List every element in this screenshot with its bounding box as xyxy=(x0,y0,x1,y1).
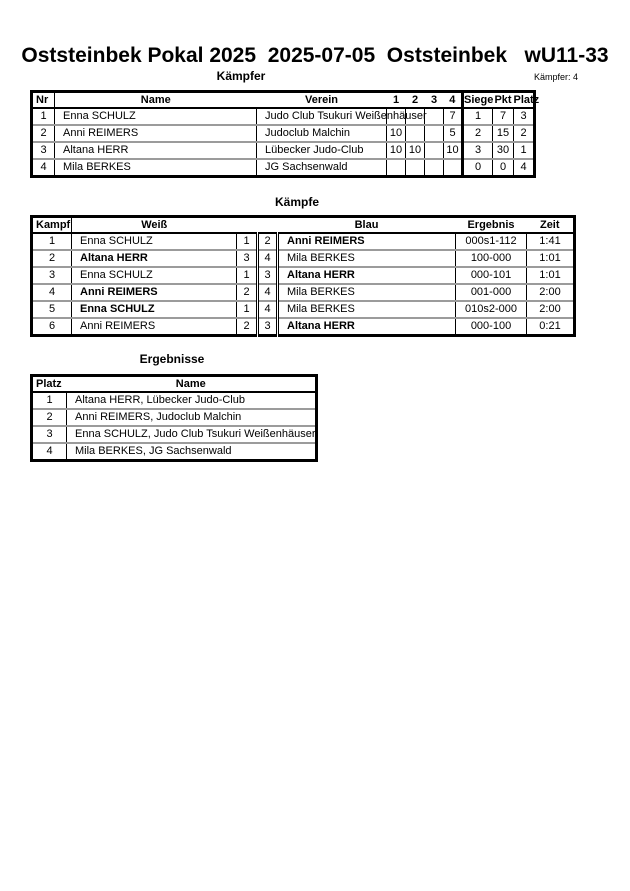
col-header-round3: 3 xyxy=(425,92,444,109)
fighter-name: Mila BERKES xyxy=(55,159,257,177)
blue-fighter-name: Mila BERKES xyxy=(278,250,456,267)
result-name: Mila BERKES, JG Sachsenwald xyxy=(67,443,317,461)
fighter-siege: 1 xyxy=(463,108,493,125)
fighter-round4: 10 xyxy=(444,142,463,159)
fighter-round2 xyxy=(406,125,425,142)
table-row xyxy=(32,159,535,177)
match-result: 000-101 xyxy=(456,267,527,284)
table-row xyxy=(32,409,317,426)
match-result: 001-000 xyxy=(456,284,527,301)
blue-fighter-name: Mila BERKES xyxy=(278,301,456,318)
white-fighter-nr: 1 xyxy=(237,233,258,250)
blue-fighter-name: Mila BERKES xyxy=(278,284,456,301)
fighter-platz: 3 xyxy=(514,108,535,125)
white-fighter-name: Enna SCHULZ xyxy=(72,301,237,318)
col-header-pkt: Pkt xyxy=(493,92,514,109)
white-fighter-nr: 2 xyxy=(237,318,258,336)
fighter-round1 xyxy=(387,159,406,177)
blue-fighter-nr: 4 xyxy=(258,301,278,318)
col-header-kampf: Kampf xyxy=(32,217,72,234)
col-header-round4: 4 xyxy=(444,92,463,109)
fighter-name: Enna SCHULZ xyxy=(55,108,257,125)
results-table xyxy=(30,374,318,462)
blue-fighter-nr: 2 xyxy=(258,233,278,250)
fighter-pkt: 15 xyxy=(493,125,514,142)
col-header-zeit: Zeit xyxy=(527,217,575,234)
result-name: Anni REIMERS, Judoclub Malchin xyxy=(67,409,317,426)
results-section-title: Ergebnisse xyxy=(139,352,205,366)
match-time: 1:41 xyxy=(527,233,575,250)
table-row xyxy=(32,426,317,443)
fighter-siege: 2 xyxy=(463,125,493,142)
match-result: 000s1-112 xyxy=(456,233,527,250)
match-result: 000-100 xyxy=(456,318,527,336)
match-number: 2 xyxy=(32,250,72,267)
blue-fighter-nr: 3 xyxy=(258,318,278,336)
table-row xyxy=(32,108,535,125)
fighter-round3 xyxy=(425,159,444,177)
match-time: 2:00 xyxy=(527,284,575,301)
white-fighter-name: Altana HERR xyxy=(72,250,237,267)
fighter-club: JG Sachsenwald xyxy=(257,159,387,177)
blue-fighter-name: Altana HERR xyxy=(278,267,456,284)
fighter-nr: 2 xyxy=(32,125,55,142)
fighter-round4: 7 xyxy=(444,108,463,125)
table-row xyxy=(32,233,575,250)
table-row xyxy=(32,443,317,461)
fighter-round2: 10 xyxy=(406,142,425,159)
table-row xyxy=(32,392,317,409)
white-fighter-nr: 3 xyxy=(237,250,258,267)
result-place: 4 xyxy=(32,443,67,461)
results-header-row xyxy=(32,376,317,393)
fighter-club: Lübecker Judo-Club xyxy=(257,142,387,159)
match-time: 1:01 xyxy=(527,250,575,267)
fighter-club: Judoclub Malchin xyxy=(257,125,387,142)
table-row xyxy=(32,125,535,142)
white-fighter-nr: 2 xyxy=(237,284,258,301)
fighters-section-title: Kämpfer xyxy=(216,69,266,83)
white-fighter-name: Anni REIMERS xyxy=(72,318,237,336)
fighter-pkt: 0 xyxy=(493,159,514,177)
fighter-round1: 10 xyxy=(387,142,406,159)
col-header-platz: Platz xyxy=(32,376,67,393)
fighter-platz: 4 xyxy=(514,159,535,177)
white-fighter-name: Anni REIMERS xyxy=(72,284,237,301)
matches-section-title: Kämpfe xyxy=(274,195,320,209)
col-header-round1: 1 xyxy=(387,92,406,109)
fighter-siege: 3 xyxy=(463,142,493,159)
fighter-nr: 1 xyxy=(32,108,55,125)
col-header-platz: Platz xyxy=(514,92,535,109)
match-number: 1 xyxy=(32,233,72,250)
fighter-name: Anni REIMERS xyxy=(55,125,257,142)
col-header-name: Name xyxy=(67,376,317,393)
page-title: Oststeinbek Pokal 2025 2025-07-05 Oststeinbek wU11-33 xyxy=(21,44,609,67)
matches-table xyxy=(30,215,576,337)
result-name: Altana HERR, Lübecker Judo-Club xyxy=(67,392,317,409)
fighter-pkt: 7 xyxy=(493,108,514,125)
fighter-siege: 0 xyxy=(463,159,493,177)
white-fighter-nr: 1 xyxy=(237,301,258,318)
fighter-platz: 1 xyxy=(514,142,535,159)
table-row xyxy=(32,301,575,318)
fighter-round1: 10 xyxy=(387,125,406,142)
blue-fighter-nr: 4 xyxy=(258,284,278,301)
fighter-pkt: 30 xyxy=(493,142,514,159)
fighters-header-row xyxy=(32,92,535,109)
col-header-nr: Nr xyxy=(32,92,55,109)
white-fighter-name: Enna SCHULZ xyxy=(72,267,237,284)
table-row xyxy=(32,267,575,284)
col-header-name: Name xyxy=(55,92,257,109)
matches-header-row xyxy=(32,217,575,234)
col-header-round2: 2 xyxy=(406,92,425,109)
table-row xyxy=(32,284,575,301)
col-header-blau-nr xyxy=(258,217,278,234)
fighter-nr: 4 xyxy=(32,159,55,177)
blue-fighter-name: Altana HERR xyxy=(278,318,456,336)
blue-fighter-name: Anni REIMERS xyxy=(278,233,456,250)
match-time: 0:21 xyxy=(527,318,575,336)
col-header-blau: Blau xyxy=(278,217,456,234)
fighter-round2 xyxy=(406,159,425,177)
table-row xyxy=(32,250,575,267)
fighter-round4: 5 xyxy=(444,125,463,142)
col-header-ergebnis: Ergebnis xyxy=(456,217,527,234)
fighter-round3 xyxy=(425,125,444,142)
table-row xyxy=(32,142,535,159)
match-number: 5 xyxy=(32,301,72,318)
match-time: 1:01 xyxy=(527,267,575,284)
result-place: 2 xyxy=(32,409,67,426)
col-header-verein: Verein xyxy=(257,92,387,109)
col-header-weiss: Weiß xyxy=(72,217,237,234)
table-row xyxy=(32,318,575,336)
blue-fighter-nr: 4 xyxy=(258,250,278,267)
match-time: 2:00 xyxy=(527,301,575,318)
fighter-platz: 2 xyxy=(514,125,535,142)
fighter-round3 xyxy=(425,142,444,159)
col-header-siege: Siege xyxy=(463,92,493,109)
match-result: 100-000 xyxy=(456,250,527,267)
blue-fighter-nr: 3 xyxy=(258,267,278,284)
match-number: 3 xyxy=(32,267,72,284)
result-place: 1 xyxy=(32,392,67,409)
fighter-name: Altana HERR xyxy=(55,142,257,159)
fighter-round4 xyxy=(444,159,463,177)
col-header-weiss-nr xyxy=(237,217,258,234)
match-result: 010s2-000 xyxy=(456,301,527,318)
fighter-club: Judo Club Tsukuri Weißenhäuser xyxy=(257,108,387,125)
match-number: 6 xyxy=(32,318,72,336)
white-fighter-nr: 1 xyxy=(237,267,258,284)
result-name: Enna SCHULZ, Judo Club Tsukuri Weißenhäuser xyxy=(67,426,317,443)
fighters-table xyxy=(30,90,540,178)
fighter-nr: 3 xyxy=(32,142,55,159)
fighter-count-label: Kämpfer: 4 xyxy=(533,72,578,82)
result-place: 3 xyxy=(32,426,67,443)
white-fighter-name: Enna SCHULZ xyxy=(72,233,237,250)
fighter-round3 xyxy=(425,108,444,125)
match-number: 4 xyxy=(32,284,72,301)
